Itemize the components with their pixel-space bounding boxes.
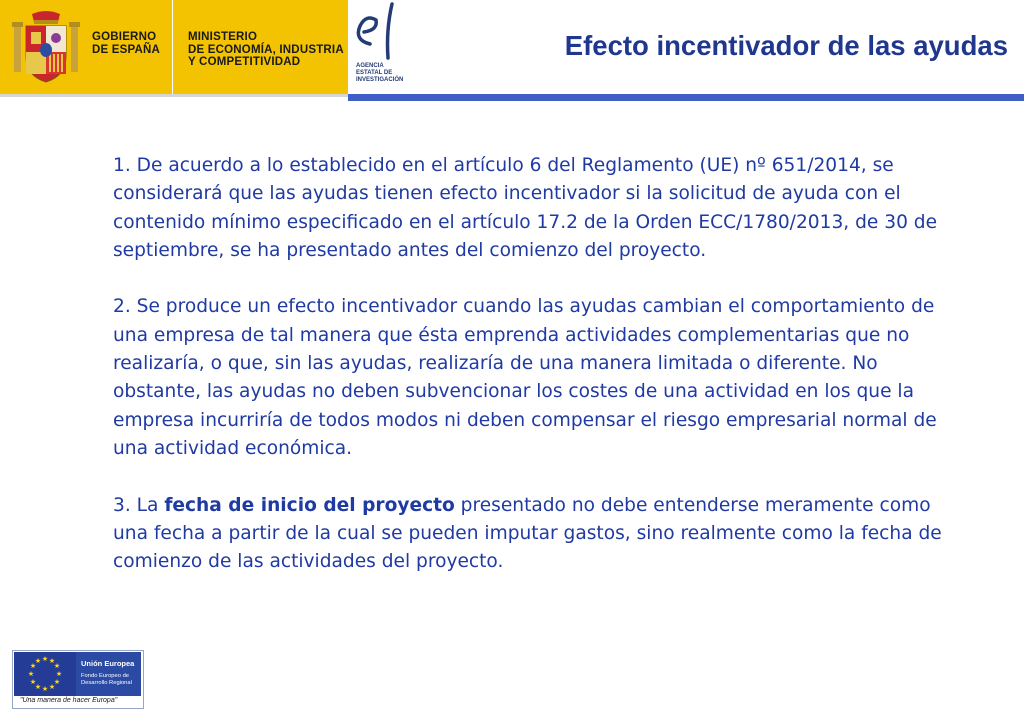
svg-text:★: ★ xyxy=(53,662,61,670)
paragraph-3-prefix: 3. La xyxy=(113,494,165,516)
eu-motto: "Una manera de hacer Europa" xyxy=(20,697,118,704)
svg-text:★: ★ xyxy=(55,670,63,678)
eu-fund-name xyxy=(81,673,132,687)
eu-fund-line-2: Desarrollo Regional xyxy=(81,680,132,686)
svg-text:★: ★ xyxy=(48,657,56,665)
svg-text:★: ★ xyxy=(29,662,37,670)
ministry-line-3: Y COMPETITIVIDAD xyxy=(188,56,301,68)
svg-text:★: ★ xyxy=(34,683,42,691)
ministry-line-2: DE ECONOMÍA, INDUSTRIA xyxy=(188,43,344,56)
gov-line-1: GOBIERNO xyxy=(92,31,157,43)
ministry-label xyxy=(188,31,344,69)
eu-title: Unión Europea xyxy=(81,659,135,668)
page-title: Efecto incentivador de las ayudas xyxy=(564,30,1008,61)
header-rule-grey xyxy=(0,94,348,97)
svg-text:★: ★ xyxy=(29,678,37,686)
paragraph-3-emphasis: fecha de inicio del proyecto xyxy=(164,494,455,516)
svg-text:★: ★ xyxy=(34,657,42,665)
body-text xyxy=(113,152,943,605)
paragraph-2: 2. Se produce un efecto incentivador cuando las ayudas cambian el comportamiento de una empresa de tal manera que ésta emprenda actividades complementarias que no realizaría, o que, sin las ayudas, realizaría de una manera limitada o diferente. No obstante, las ayudas no deben subvencionar los costes de una actividad en los que la empresa incurriría de todos modos ni deben compensar el riesgo empresarial normal de una actividad económica. xyxy=(113,296,937,459)
svg-text:★: ★ xyxy=(41,685,49,693)
eu-flag-icon xyxy=(14,652,76,696)
government-label xyxy=(92,31,160,56)
svg-text:★: ★ xyxy=(48,683,56,691)
eu-fund-line-1: Fondo Europeo de xyxy=(81,673,130,679)
header-rule xyxy=(348,94,1024,101)
header-divider xyxy=(172,0,173,94)
agency-line-1: AGENCIA xyxy=(356,63,384,69)
paragraph-1: 1. De acuerdo a lo establecido en el artículo 6 del Reglamento (UE) nº 651/2014, se considerará que las ayudas tienen efecto incentivador si la solicitud de ayuda con el contenido mínimo especificado en el artículo 17.2 de la Orden ECC/1780/2013, de 30 de septiembre, se ha presentado antes del comienzo del proyecto. xyxy=(113,155,938,261)
coat-of-arms-icon xyxy=(12,10,80,84)
svg-text:★: ★ xyxy=(53,678,61,686)
paragraph-3 xyxy=(113,492,943,577)
paragraph-3-suffix: presentado no debe entenderse meramente como una fecha a partir de la cual se pueden imputar gastos, sino realmente como la fecha de comienzo de las actividades del proyecto. xyxy=(113,494,942,573)
agency-name xyxy=(356,63,403,84)
eu-flag xyxy=(14,652,76,696)
agency-logo-icon xyxy=(348,0,410,62)
gov-line-2: DE ESPAÑA xyxy=(92,43,161,56)
agency-line-2: ESTATAL DE xyxy=(356,70,393,76)
ministry-line-1: MINISTERIO xyxy=(188,31,258,43)
svg-text:★: ★ xyxy=(27,670,35,678)
agency-line-3: INVESTIGACIÓN xyxy=(356,77,404,83)
svg-text:★: ★ xyxy=(41,655,49,663)
